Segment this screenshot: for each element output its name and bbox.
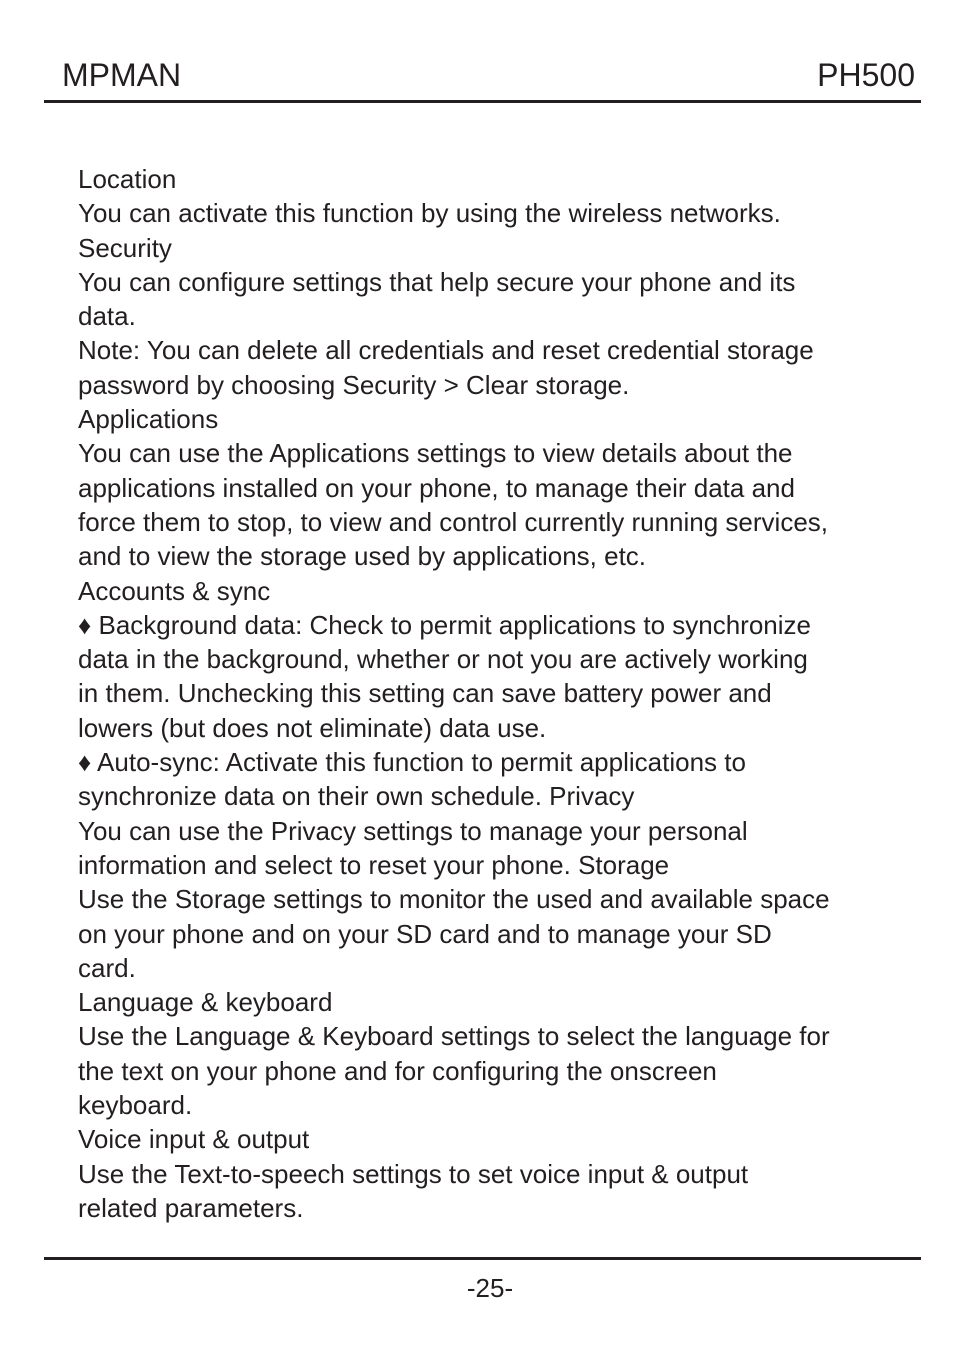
- body-line: You can activate this function by using the wireless networks.: [78, 198, 781, 229]
- bullet-line: ♦ Auto-sync: Activate this function to permit applications to: [78, 747, 746, 778]
- body-line: in them. Unchecking this setting can save battery power and: [78, 678, 772, 709]
- body-line: Use the Text-to-speech settings to set voice input & output: [78, 1158, 749, 1189]
- body-line: force them to stop, to view and control currently running services,: [78, 506, 829, 537]
- section-heading-location: Location: [78, 164, 177, 194]
- section-heading-accounts-sync: Accounts & sync: [78, 575, 271, 606]
- body-line: lowers (but does not eliminate) data use.: [78, 712, 547, 743]
- body-line: Use the Storage settings to monitor the used and available space: [78, 884, 830, 915]
- body-line: card.: [78, 952, 136, 983]
- section-heading-language-keyboard: Language & keyboard: [78, 987, 333, 1018]
- page-header: [44, 52, 921, 103]
- body-line: synchronize data on their own schedule. Privacy: [78, 781, 635, 812]
- body-line: data in the background, whether or not you are actively working: [78, 644, 808, 675]
- model-name: PH500: [817, 57, 915, 93]
- brand-name: MPMAN: [62, 57, 182, 93]
- body-text: [78, 162, 908, 1225]
- body-line: keyboard.: [78, 1090, 193, 1121]
- body-line: and to view the storage used by applications, etc.: [78, 541, 647, 572]
- section-heading-applications: Applications: [78, 404, 219, 435]
- note-line: Note: You can delete all credentials and reset credential storage: [78, 335, 814, 366]
- body-line: information and select to reset your phone. Storage: [78, 849, 670, 880]
- section-heading-security: Security: [78, 232, 172, 263]
- section-heading-voice-input-output: Voice input & output: [78, 1124, 310, 1155]
- body-line: You can use the Privacy settings to manage your personal: [78, 815, 748, 846]
- page-number: -25-: [466, 1273, 514, 1303]
- body-line: the text on your phone and for configuring the onscreen: [78, 1055, 717, 1086]
- bullet-line: ♦ Background data: Check to permit applications to synchronize: [78, 609, 811, 640]
- body-line: You can configure settings that help secure your phone and its: [78, 266, 796, 297]
- body-line: on your phone and on your SD card and to manage your SD: [78, 918, 772, 949]
- body-line: Use the Language & Keyboard settings to select the language for: [78, 1021, 830, 1052]
- body-line: applications installed on your phone, to manage their data and: [78, 472, 795, 503]
- body-line: data.: [78, 301, 136, 332]
- body-line: related parameters.: [78, 1192, 304, 1223]
- body-line: You can use the Applications settings to view details about the: [78, 438, 793, 469]
- footer-divider: [44, 1257, 921, 1260]
- note-line: password by choosing Security > Clear storage.: [78, 369, 630, 400]
